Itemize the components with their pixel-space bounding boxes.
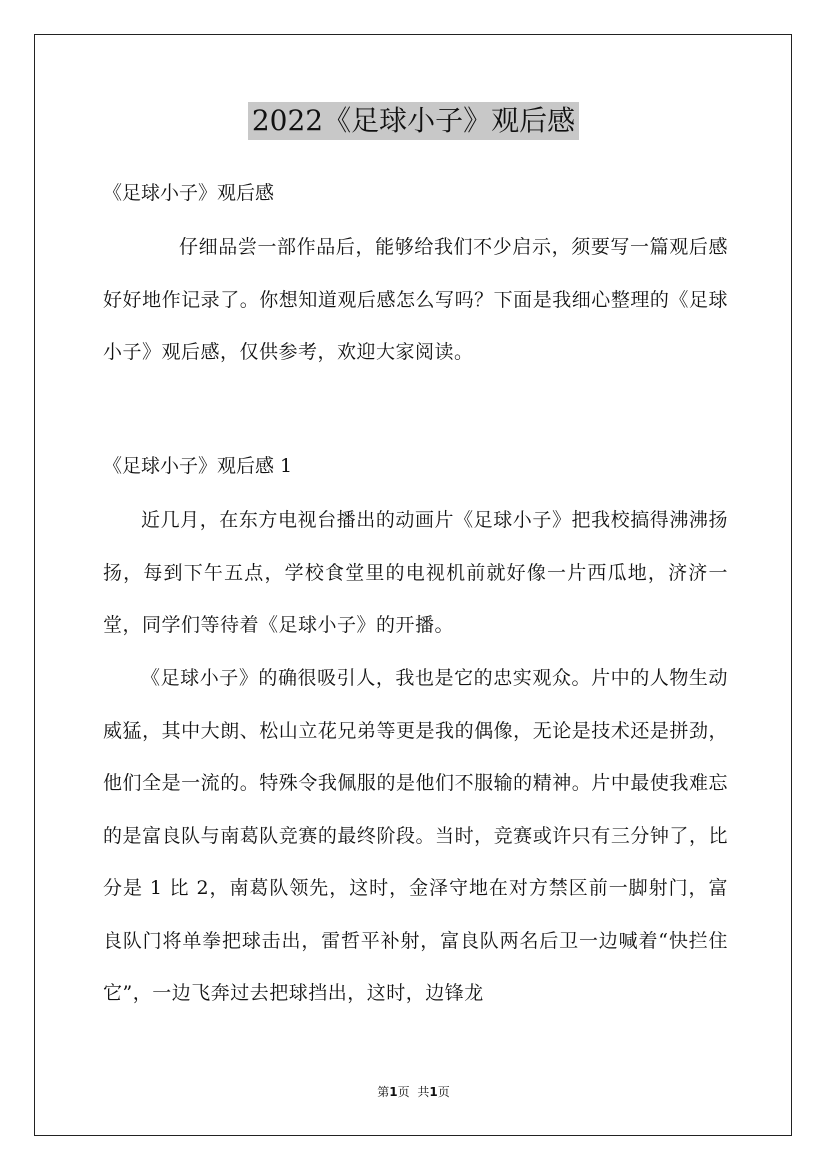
document-subtitle: 《足球小子》观后感: [103, 182, 275, 204]
footer-page-number: 1: [389, 1085, 398, 1099]
document-title: 2022《足球小子》观后感: [248, 102, 579, 140]
body-paragraph-2: 《足球小子》的确很吸引人，我也是它的忠实观众。片中的人物生动威猛，其中大朗、松山立花兄弟等更是我的偶像，无论是技术还是拼劲，他们全是一流的。特殊令我佩服的是他们不服输的精神。片中最使我难忘的是富良队与南葛队竞赛的最终阶段。当时，竞赛或许只有三分钟了，比分是 1 比 2，南葛队领先，这时，金泽守地在对方禁区前一脚射门，富良队门将单拳把球击出，雷哲平补射，富良队两名后卫一边喊着“快拦住它”，一边飞奔过去把球挡出，这时，边锋龙: [103, 667, 728, 1004]
page-footer: [0, 1084, 827, 1100]
footer-total-suffix: 页: [437, 1085, 450, 1099]
footer-total-pages: 1: [429, 1085, 438, 1099]
section-heading: 《足球小子》观后感 1: [103, 455, 293, 477]
footer-total-prefix: 共: [417, 1085, 430, 1099]
footer-page-prefix: 第: [377, 1085, 390, 1099]
title-container: [0, 102, 827, 140]
intro-paragraph: 仔细品尝一部作品后，能够给我们不少启示，须要写一篇观后感好好地作记录了。你想知道观后感怎么写吗？下面是我细心整理的《足球小子》观后感，仅供参考，欢迎大家阅读。: [103, 236, 728, 363]
body-paragraph-1: 近几月，在东方电视台播出的动画片《足球小子》把我校搞得沸沸扬扬，每到下午五点，学校食堂里的电视机前就好像一片西瓜地，济济一堂，同学们等待着《足球小子》的开播。: [103, 509, 728, 636]
footer-page-mid: 页: [397, 1085, 410, 1099]
